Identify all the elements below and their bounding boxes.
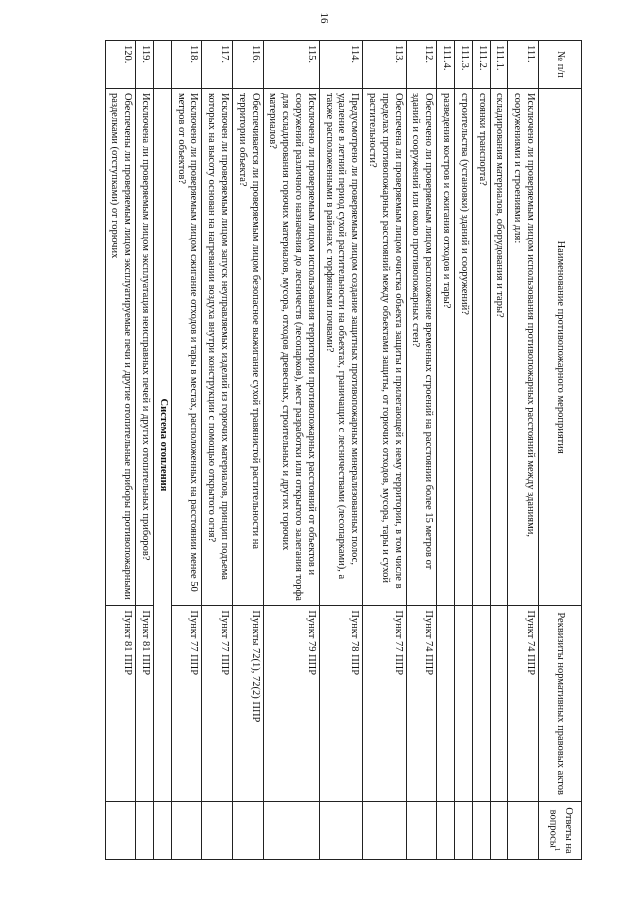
answer-cell[interactable]	[233, 801, 264, 859]
table-row	[171, 41, 202, 860]
header-num: № п/п	[539, 41, 582, 89]
legal-requisites: Пункт 77 ППР	[202, 606, 233, 802]
legal-requisites	[455, 606, 473, 802]
answer-cell[interactable]	[263, 801, 319, 859]
legal-requisites: Пункт 81 ППР	[105, 606, 136, 802]
legal-requisites	[472, 606, 490, 802]
legal-requisites	[437, 606, 455, 802]
legal-requisites: Пункт 77 ППР	[363, 606, 406, 802]
header-answers-text: Ответы на вопросы	[547, 807, 575, 854]
legal-requisites: Пункт 74 ППР	[508, 606, 539, 802]
table-row	[233, 41, 264, 860]
measure-text: Обеспечено ли проверяемым лицом расположение временных строений на расстоянии более 15 метров от зданий и сооружений или около противопожарных стен?	[406, 88, 437, 605]
row-number: 116.	[233, 41, 264, 89]
row-number: 115.	[263, 41, 319, 89]
answer-cell[interactable]	[437, 801, 455, 859]
answer-cell[interactable]	[319, 801, 362, 859]
measure-text: Обеспечены ли проверяемым лицом эксплуатируемые печи и другие отопительные приборы противопожарными разделками (отступками) от горючих	[105, 88, 136, 605]
measure-text: Предусмотрено ли проверяемым лицом создание защитных противопожарных минерализованных полос, удаление в летний период сухой растительности на объектах, граничащих с лесничествами (лесопарками), а также расположенными в районах с торфяными почвами?	[319, 88, 362, 605]
table-body	[105, 41, 538, 860]
measure-text: Обеспечена ли проверяемым лицом очистка объекта защиты и прилегающей к нему территории, в том числе в пределах противопожарных расстояний между объектами защиты, от горючих отходов, мусора, тары и сухой растительности?	[363, 88, 406, 605]
row-number: 111.3.	[455, 41, 473, 89]
answer-cell[interactable]	[472, 801, 490, 859]
table-row	[363, 41, 406, 860]
table-row	[202, 41, 233, 860]
row-number: 111.	[508, 41, 539, 89]
page-number: 16	[318, 12, 330, 24]
table-row	[508, 41, 539, 860]
table-row	[437, 41, 455, 860]
legal-requisites: Пункт 77 ППР	[171, 606, 202, 802]
legal-requisites: Пункт 74 ППР	[406, 606, 437, 802]
table-row	[263, 41, 319, 860]
table-row	[406, 41, 437, 860]
answer-cell[interactable]	[508, 801, 539, 859]
table-row	[136, 41, 154, 860]
row-number: 111.1.	[490, 41, 508, 89]
measure-text: разведения костров и сжигания отходов и тары?	[437, 88, 455, 605]
measure-text: Исключено ли проверяемым лицом использования противопожарных расстояний между зданиями, сооружениями и строениями для:	[508, 88, 539, 605]
row-number: 120.	[105, 41, 136, 89]
measure-text: складирования материалов, оборудования и тары?	[490, 88, 508, 605]
answer-cell[interactable]	[202, 801, 233, 859]
header-name: Наименование противопожарного мероприятия	[539, 88, 582, 605]
legal-requisites: Пункт 81 ППР	[136, 606, 154, 802]
measure-text: Исключена ли проверяемым лицом эксплуатация неисправных печей и других отопительных приборов?	[136, 88, 154, 605]
measure-text: Исключен ли проверяемым лицом запуск неуправляемых изделий из горючих материалов, принцип подъема которых на высоту основан на нагревании воздуха внутри конструкции с помощью открытого огня?	[202, 88, 233, 605]
answer-cell[interactable]	[455, 801, 473, 859]
section-num-cell	[154, 41, 172, 89]
legal-requisites: Пункт 79 ППР	[263, 606, 319, 802]
table-row	[455, 41, 473, 860]
answer-cell[interactable]	[171, 801, 202, 859]
row-number: 113.	[363, 41, 406, 89]
legal-requisites: Пункты 72(1), 72(2) ППР	[233, 606, 264, 802]
answer-cell[interactable]	[363, 801, 406, 859]
row-number: 114.	[319, 41, 362, 89]
row-number: 111.4.	[437, 41, 455, 89]
row-number: 118.	[171, 41, 202, 89]
answer-cell[interactable]	[154, 801, 172, 859]
answer-cell[interactable]	[136, 801, 154, 859]
section-row	[154, 41, 172, 860]
measure-text: Исключено ли проверяемым лицом использования территории противопожарных расстояний от объектов и сооружений различного назначения до лесничеств (лесопарков), мест разработки или открытого залегания торфа для складирования горючих материалов, мусора, отходов древесных, строительных и других горючих материалов?	[263, 88, 319, 605]
legal-requisites: Пункт 78 ППР	[319, 606, 362, 802]
footnote-marker: 1	[553, 847, 562, 852]
answer-cell[interactable]	[490, 801, 508, 859]
answer-cell[interactable]	[406, 801, 437, 859]
table-row	[105, 41, 136, 860]
table-row	[319, 41, 362, 860]
header-requisites: Реквизиты нормативных правовых актов	[539, 606, 582, 802]
answer-cell[interactable]	[105, 801, 136, 859]
measure-text: Обеспечивается ли проверяемым лицом безопасное выжигание сухой травянистой растительности на территории объекта?	[233, 88, 264, 605]
table-row	[490, 41, 508, 860]
row-number: 112.	[406, 41, 437, 89]
legal-requisites	[490, 606, 508, 802]
header-answers	[539, 801, 582, 859]
section-title: Система отопления	[154, 88, 172, 801]
measure-text: строительства (установки) зданий и сооружений?	[455, 88, 473, 605]
table-header-row	[539, 41, 582, 860]
row-number: 119.	[136, 41, 154, 89]
row-number: 111.2.	[472, 41, 490, 89]
measure-text: Исключено ли проверяемым лицом сжигание отходов и тары в местах, расположенных на расстоянии менее 50 метров от объектов?	[171, 88, 202, 605]
measure-text: стоянки транспорта?	[472, 88, 490, 605]
row-number: 117.	[202, 41, 233, 89]
fire-safety-checklist-table	[105, 40, 582, 860]
table-row	[472, 41, 490, 860]
